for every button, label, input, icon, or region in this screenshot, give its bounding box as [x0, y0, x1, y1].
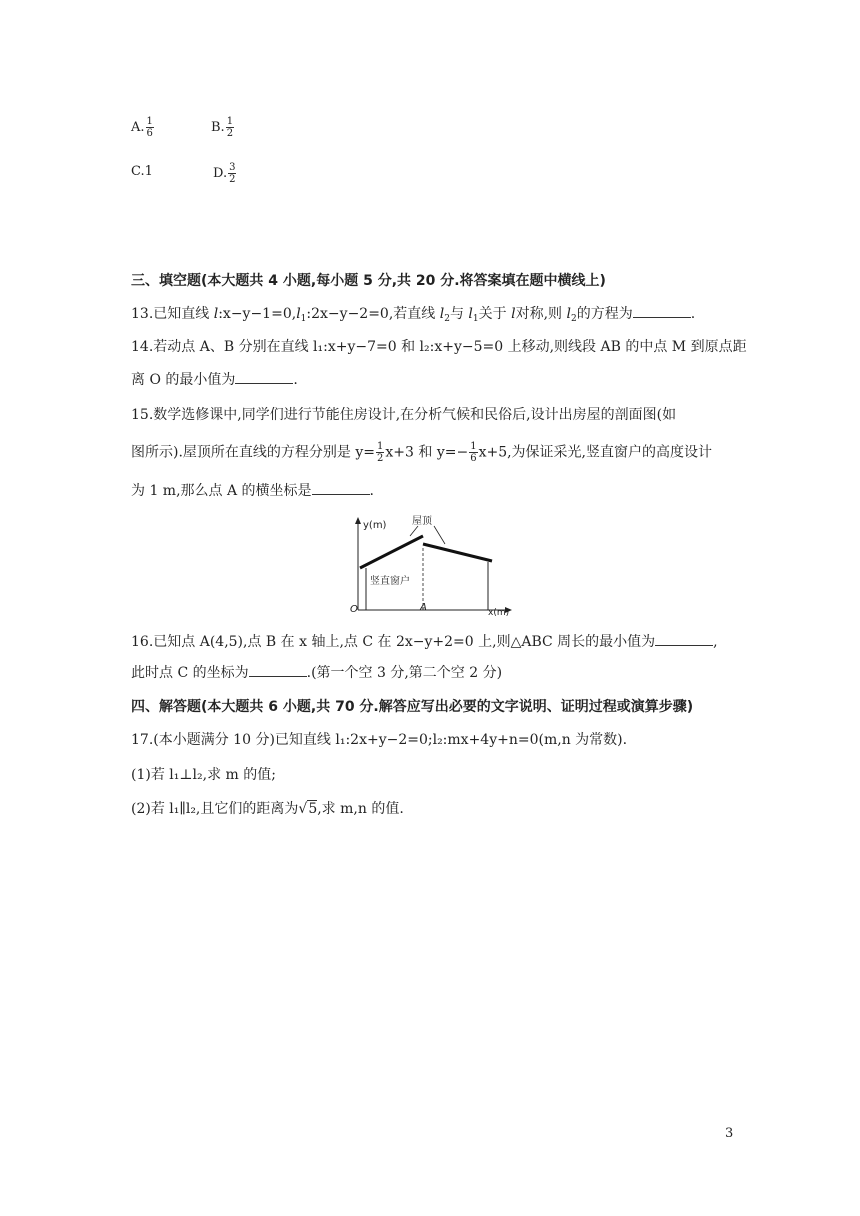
q13-sub-2b: 2 — [570, 314, 577, 324]
fraction-numerator: 1 — [470, 441, 477, 452]
choice-a-label: A. — [131, 120, 145, 135]
point-a-label: A — [420, 602, 427, 613]
sqrt-radicand: 5 — [308, 801, 318, 817]
fraction-numerator: 1 — [377, 441, 384, 452]
window-label: 竖直窗户 — [370, 576, 410, 587]
q14-text-b: . — [293, 372, 298, 388]
roof-left — [360, 536, 423, 568]
question-17-line-1: 17.(本小题满分 10 分)已知直线 l₁:2x+y−2=0;l₂:mx+4y+n=0(m,n 为常数). — [131, 732, 628, 748]
answer-blank[interactable] — [249, 663, 307, 677]
question-15-line-3 — [131, 481, 374, 501]
choice-c-text: C.1 — [131, 164, 153, 179]
q15-fraction-2 — [469, 441, 477, 464]
roof-right — [423, 544, 492, 561]
q15-text-c: x+5,为保证采光,竖直窗户的高度设计 — [478, 444, 713, 461]
q16-text-b: , — [713, 634, 718, 650]
answer-blank[interactable] — [655, 632, 713, 646]
choice-d-label: D. — [213, 166, 228, 181]
question-15-line-1: 15.数学选修课中,同学们进行节能住房设计,在分析气候和民俗后,设计出房屋的剖面图(如 — [131, 407, 677, 423]
sqrt-expression: √5 — [298, 801, 318, 817]
question-17-part-2 — [131, 799, 404, 819]
answer-blank[interactable] — [312, 481, 370, 495]
q13-text-8: . — [690, 306, 696, 322]
fraction-denominator: 6 — [470, 453, 477, 464]
q13-var-l2: l — [439, 306, 445, 322]
section-3-heading: 三、填空题(本大题共 4 小题,每小题 5 分,共 20 分.将答案填在题中横线上) — [131, 273, 606, 289]
q13-var-l: l — [213, 306, 219, 322]
y-axis-arrow-icon — [355, 517, 361, 524]
fraction-denominator: 6 — [146, 128, 153, 139]
answer-blank[interactable] — [235, 370, 293, 384]
q13-text-1: 13.已知直线 — [131, 306, 214, 322]
question-15-line-2 — [131, 441, 712, 464]
y-axis-label: y(m) — [363, 520, 387, 531]
q13-text-6: 对称,则 — [515, 306, 567, 322]
choice-a-fraction — [146, 116, 154, 139]
question-14-line-2 — [131, 370, 298, 390]
choice-d — [213, 162, 237, 185]
fraction-denominator: 2 — [377, 453, 384, 464]
choice-b — [211, 116, 235, 139]
q13-text-2: :x−y−1=0, — [218, 306, 297, 322]
fraction-denominator: 2 — [229, 174, 236, 185]
q13-text-5: 关于 — [478, 306, 512, 322]
choice-b-label: B. — [211, 120, 225, 135]
q15-text-line3-a: 为 1 m,那么点 A 的横坐标是 — [131, 483, 312, 499]
q13-var-lb: l — [511, 306, 516, 322]
roof-pointer-right — [434, 526, 445, 544]
q13-sub-1b: 1 — [472, 314, 479, 324]
choice-b-fraction — [226, 116, 234, 139]
question-14-line-1: 14.若动点 A、B 分别在直线 l₁:x+y−7=0 和 l₂:x+y−5=0 上移动,则线段 AB 的中点 M 到原点距 — [131, 339, 747, 355]
section-4-heading: 四、解答题(本大题共 6 小题,共 70 分.解答应写出必要的文字说明、证明过程或演算步骤) — [131, 699, 694, 715]
fraction-numerator: 3 — [229, 162, 236, 173]
q13-sub-2: 2 — [444, 314, 450, 324]
origin-label: O — [350, 604, 358, 615]
q13-var-l1b: l — [468, 306, 473, 322]
choice-c — [131, 162, 153, 182]
q16-text-c: 此时点 C 的坐标为 — [131, 665, 249, 681]
q17-part2-text-a: (2)若 l₁∥l₂,且它们的距离为 — [131, 801, 299, 817]
q17-part2-text-b: ,求 m,n 的值. — [317, 801, 404, 817]
house-section-figure — [340, 512, 520, 620]
q13-var-l2b: l — [566, 306, 571, 322]
q14-text-a: 离 O 的最小值为 — [131, 372, 236, 388]
q13-sub-1: 1 — [300, 314, 307, 324]
q13-text-7: 的方程为 — [576, 306, 633, 322]
choice-d-fraction — [228, 162, 236, 185]
q15-text-a: 图所示).屋顶所在直线的方程分别是 y= — [131, 444, 376, 461]
q16-text-d: .(第一个空 3 分,第二个空 2 分) — [306, 665, 503, 681]
question-13 — [131, 304, 695, 324]
q13-text-3: :2x−y−2=0,若直线 — [306, 306, 440, 322]
x-axis-label: x(m) — [488, 608, 510, 618]
fraction-numerator: 1 — [146, 116, 153, 127]
page-number: 3 — [725, 1126, 734, 1141]
fraction-numerator: 1 — [226, 116, 234, 127]
answer-blank[interactable] — [633, 304, 691, 318]
choice-a — [131, 116, 155, 139]
question-17-part-1: (1)若 l₁⊥l₂,求 m 的值; — [131, 767, 276, 783]
q15-text-b: x+3 和 y=− — [385, 444, 469, 461]
roof-pointer-left — [410, 526, 418, 536]
q13-text-4: 与 — [449, 306, 469, 322]
q15-fraction-1 — [376, 441, 384, 464]
question-16-line-2 — [131, 663, 502, 683]
q15-text-line3-b: . — [369, 483, 374, 499]
q16-text-a: 16.已知点 A(4,5),点 B 在 x 轴上,点 C 在 2x−y+2=0 上,则△ABC 周长的最小值为 — [131, 634, 656, 650]
question-16-line-1 — [131, 632, 718, 652]
roof-label: 屋顶 — [412, 516, 432, 527]
q13-var-l1: l — [296, 306, 301, 322]
fraction-denominator: 2 — [226, 128, 234, 139]
